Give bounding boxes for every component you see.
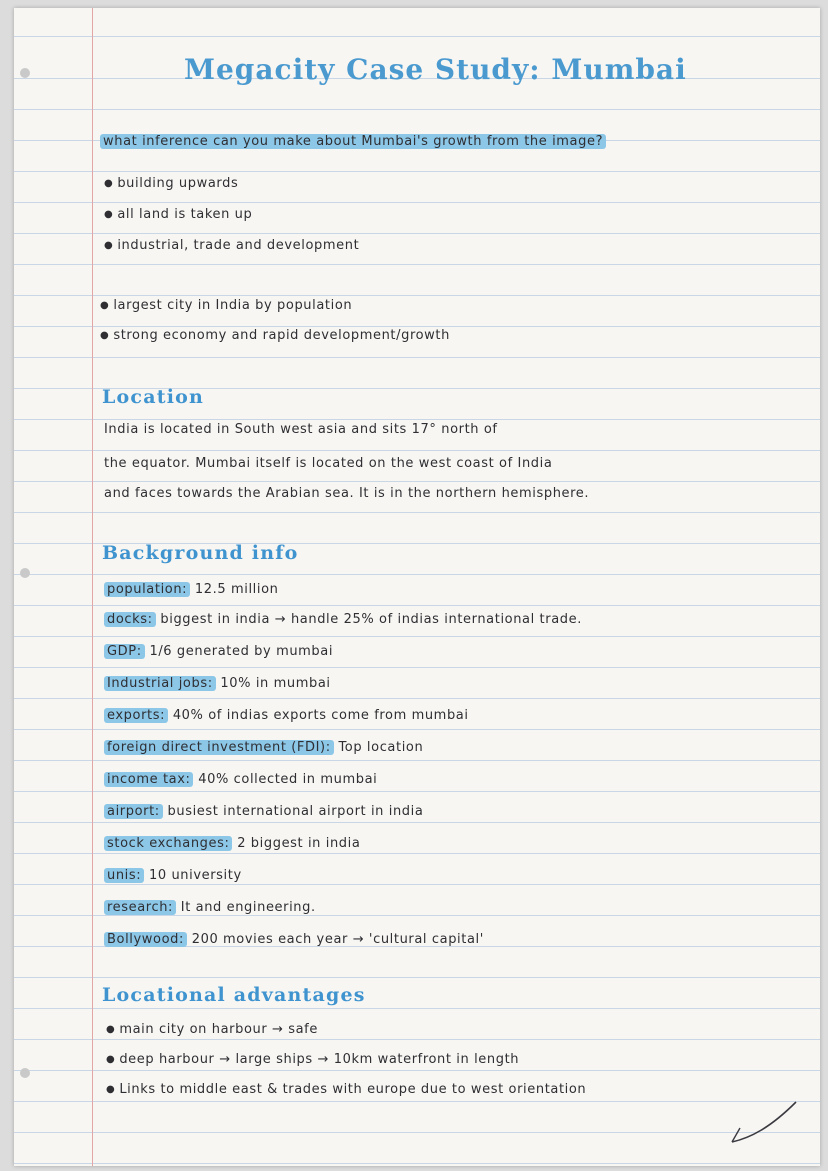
location-heading: Location: [102, 386, 204, 408]
background-item: [104, 740, 423, 755]
location-line: India is located in South west asia and sits 17° north of: [104, 422, 498, 437]
margin-line: [92, 8, 93, 1166]
background-item: [104, 582, 279, 597]
item-label: Bollywood:: [104, 932, 187, 947]
item-label: Industrial jobs:: [104, 676, 216, 691]
location-line: the equator. Mumbai itself is located on the west coast of India: [104, 456, 553, 471]
item-label: stock exchanges:: [104, 836, 232, 851]
background-item: [104, 772, 377, 787]
background-item: [104, 932, 484, 947]
notebook-page: [14, 8, 820, 1166]
item-text: busiest international airport in india: [167, 804, 424, 819]
background-item: [104, 868, 242, 883]
item-text: 1/6 generated by mumbai: [149, 644, 334, 659]
binding-hole: [20, 1068, 30, 1078]
inference-bullet: ● industrial, trade and development: [104, 238, 359, 253]
advantage-bullet: ● deep harbour → large ships → 10km waterfront in length: [106, 1052, 519, 1067]
item-text: Top location: [338, 740, 424, 755]
background-item: [104, 612, 582, 627]
advantage-bullet: ● Links to middle east & trades with europe due to west orientation: [106, 1082, 586, 1097]
advantages-heading: Locational advantages: [102, 984, 366, 1006]
item-text: 40% collected in mumbai: [198, 772, 378, 787]
background-item: [104, 708, 469, 723]
item-text: 2 biggest in india: [237, 836, 361, 851]
item-label: income tax:: [104, 772, 193, 787]
binding-hole: [20, 68, 30, 78]
item-text: 10% in mumbai: [220, 676, 331, 691]
location-line: and faces towards the Arabian sea. It is in the northern hemisphere.: [104, 486, 590, 501]
item-text: biggest in india → handle 25% of indias international trade.: [160, 612, 582, 627]
question-highlight: what inference can you make about Mumbai's growth from the image?: [100, 134, 606, 149]
item-label: docks:: [104, 612, 156, 627]
inference-bullet: ● building upwards: [104, 176, 238, 191]
background-item: [104, 804, 423, 819]
page-title: Megacity Case Study: Mumbai: [184, 53, 687, 86]
item-text: It and engineering.: [180, 900, 316, 915]
background-item: [104, 676, 331, 691]
item-label: exports:: [104, 708, 168, 723]
fact-bullet: ● strong economy and rapid development/growth: [100, 328, 450, 343]
item-label: foreign direct investment (FDI):: [104, 740, 334, 755]
background-item: [104, 900, 316, 915]
item-text: 200 movies each year → 'cultural capital': [191, 932, 484, 947]
teacher-tick-mark: [730, 1098, 800, 1148]
background-heading: Background info: [102, 542, 299, 564]
item-text: 40% of indias exports come from mumbai: [172, 708, 469, 723]
background-item: [104, 836, 360, 851]
item-label: unis:: [104, 868, 144, 883]
item-label: research:: [104, 900, 176, 915]
background-item: [104, 644, 333, 659]
item-text: 12.5 million: [194, 582, 279, 597]
item-label: GDP:: [104, 644, 145, 659]
item-label: airport:: [104, 804, 163, 819]
advantage-bullet: ● main city on harbour → safe: [106, 1022, 318, 1037]
binding-hole: [20, 568, 30, 578]
item-label: population:: [104, 582, 190, 597]
inference-bullet: ● all land is taken up: [104, 207, 252, 222]
fact-bullet: ● largest city in India by population: [100, 298, 352, 313]
inference-question: [100, 134, 606, 149]
item-text: 10 university: [148, 868, 242, 883]
